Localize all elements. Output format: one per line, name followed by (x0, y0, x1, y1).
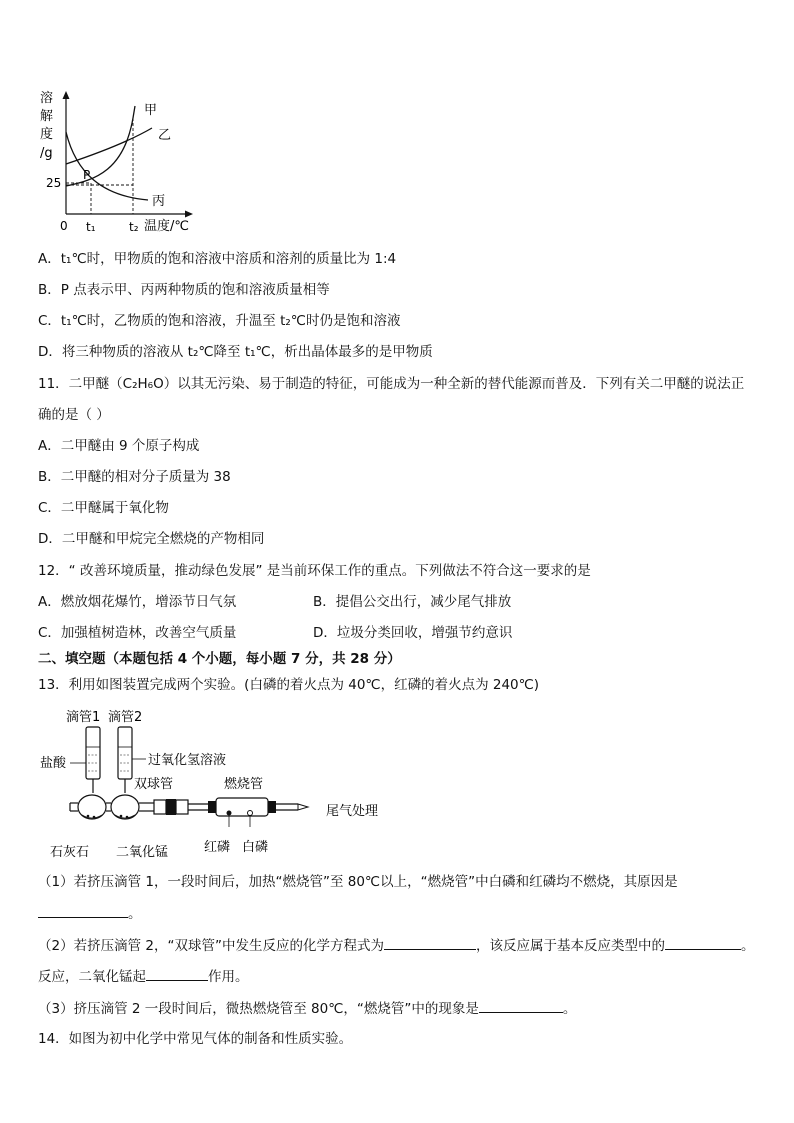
label-mno2: 二氧化锰 (116, 845, 169, 860)
y-label-1: 溶 (40, 91, 54, 106)
label-jia: 甲 (144, 103, 158, 118)
q13-part2-text-b: ，该反应属于基本反应类型中的 (475, 938, 665, 954)
apparatus-diagram (36, 703, 396, 863)
q14-stem: 14．如图为初中化学中常见气体的制备和性质实验。 (38, 1031, 353, 1047)
x-axis-label: 温度/℃ (144, 219, 189, 234)
q13-part2-blank-type[interactable] (665, 935, 741, 950)
q10-option-d: D．将三种物质的溶液从 t₂℃降至 t₁℃，析出晶体最多的是甲物质 (38, 344, 433, 360)
q11-option-b: B．二甲醚的相对分子质量为 38 (38, 469, 231, 485)
q13-part2-line2-a: 反应，二氧化锰起 (38, 969, 146, 985)
q11-option-d: D．二甲醚和甲烷完全燃烧的产物相同 (38, 531, 265, 547)
q12-option-c: C．加强植树造林，改善空气质量 (38, 625, 237, 641)
label-combustion-tube: 燃烧管 (224, 777, 264, 792)
q11-stem-1: 11．二甲醚（C₂H₆O）以其无污染、易于制造的特征，可能成为一种全新的替代能源而普及．下列有关二甲醚的说法正 (38, 376, 745, 392)
x-axis-arrow (185, 211, 193, 218)
label-exhaust: 尾气处理 (326, 804, 379, 819)
q11-stem-2: 确的是（ ） (38, 407, 110, 423)
q12-option-a: A．燃放烟花爆竹，增添节日气氛 (38, 594, 237, 610)
label-white-phosphorus: 白磷 (242, 840, 269, 855)
q10-option-b: B．P 点表示甲、丙两种物质的饱和溶液质量相等 (38, 282, 330, 298)
q12-option-b: B．提倡公交出行，减少尾气排放 (313, 594, 512, 610)
q13-part1: （1）若挤压滴管 1，一段时间后，加热“燃烧管”至 80℃以上，“燃烧管”中白磷和红磷均不燃烧，其原因是 (38, 874, 678, 890)
label-dropper2: 滴管2 (108, 710, 143, 725)
q13-part3-text-a: （3）挤压滴管 2 一段时间后，微热燃烧管至 80℃，“燃烧管”中的现象是 (38, 1001, 479, 1017)
q13-part2-text-a: （2）若挤压滴管 2，“双球管”中发生反应的化学方程式为 (38, 938, 384, 954)
double-bulb-tube (70, 795, 154, 819)
q13-part2-text-c: 。 (740, 938, 755, 954)
label-limestone: 石灰石 (50, 845, 90, 860)
y-axis-arrow (63, 91, 70, 99)
t1-label: t₁ (86, 220, 96, 234)
q12-stem: 12．“ 改善环境质量，推动绿色发展” 是当前环保工作的重点。下列做法不符合这一要求的是 (38, 563, 591, 579)
y-tick-25: 25 (46, 176, 62, 190)
q12-row-ab (38, 592, 738, 612)
curve-yi (66, 128, 152, 164)
q13-stem: 13．利用如图装置完成两个实验。(白磷的着火点为 40℃，红磷的着火点为 240℃) (38, 677, 540, 693)
dropper-2 (118, 727, 132, 793)
label-hcl: 盐酸 (40, 756, 67, 771)
q10-option-a: A．t₁℃时，甲物质的饱和溶液中溶质和溶剂的质量比为 1:4 (38, 251, 397, 267)
curve-bing (66, 132, 148, 200)
label-p: P (83, 168, 91, 182)
q13-part1-end: 。 (128, 906, 142, 922)
label-dropper1: 滴管1 (66, 710, 101, 725)
y-label-4: /g (40, 146, 53, 161)
q13-part1-blank[interactable] (38, 903, 128, 918)
q10-option-c: C．t₁℃时，乙物质的饱和溶液，升温至 t₂℃时仍是饱和溶液 (38, 313, 401, 329)
q13-part3 (38, 998, 576, 1019)
q13-part1-answer-line (38, 903, 142, 924)
curve-jia (66, 106, 135, 186)
label-bing: 丙 (152, 194, 166, 209)
q12-row-cd (38, 623, 738, 643)
q13-part2-blank-equation[interactable] (384, 935, 476, 950)
label-yi: 乙 (158, 128, 172, 143)
q11-option-a: A．二甲醚由 9 个原子构成 (38, 438, 200, 454)
q13-part3-text-b: 。 (562, 1001, 577, 1017)
dropper-1 (86, 727, 100, 793)
q12-option-d: D．垃圾分类回收，增强节约意识 (313, 625, 513, 641)
combustion-tube (216, 798, 308, 816)
label-h2o2: 过氧化氢溶液 (148, 753, 227, 768)
q13-part2-line2 (38, 966, 249, 987)
origin-label: 0 (60, 219, 68, 233)
section-2-heading: 二、填空题（本题包括 4 个小题，每小题 7 分，共 28 分） (38, 651, 401, 667)
q11-option-c: C．二甲醚属于氧化物 (38, 500, 169, 516)
q13-part3-blank[interactable] (479, 998, 563, 1013)
q13-part2-line2-b: 作用。 (208, 969, 249, 985)
label-red-phosphorus: 红磷 (204, 840, 231, 855)
t2-label: t₂ (129, 220, 139, 234)
y-label-2: 解 (40, 109, 54, 124)
solubility-graph (36, 88, 206, 236)
connector (154, 799, 216, 815)
y-label-3: 度 (40, 127, 54, 142)
q13-part2 (38, 935, 754, 956)
label-double-bulb: 双球管 (134, 777, 174, 792)
q13-part2-blank-role[interactable] (146, 966, 208, 981)
